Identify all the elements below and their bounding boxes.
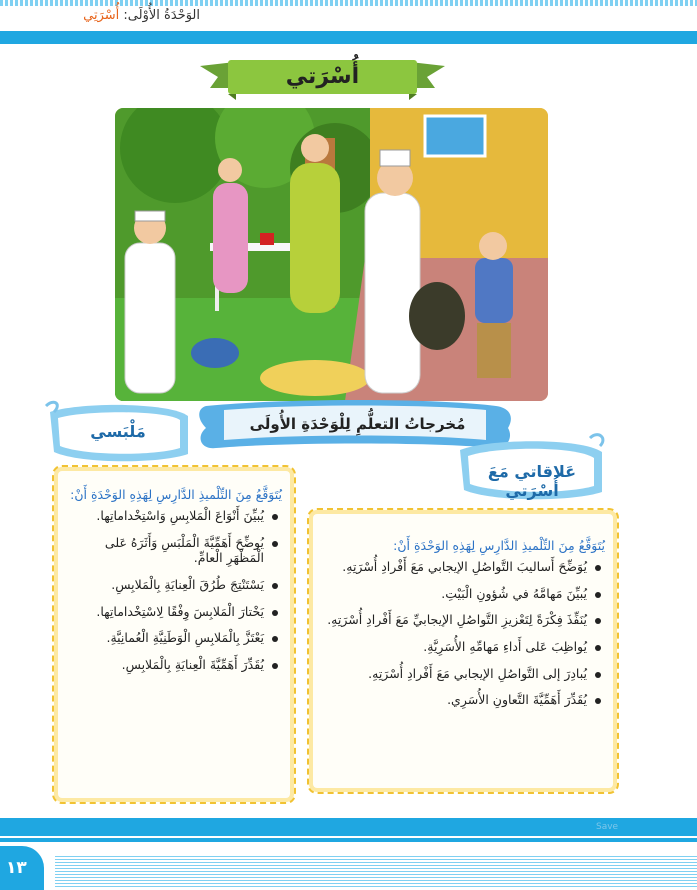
list-item: يُنَفِّذَ فِكْرَةً لِتَعْزيزِ التَّواصُلِ الإيجابيِّ مَعَ أَفْرادِ أُسْرَتِهِ. [319,612,587,628]
right-intro: يُتَوَقَّعُ مِنَ التِّلْميذِ الدَّارِسِ لِهَذِهِ الوَحْدَةِ أَنْ: [393,538,605,553]
lesson-title-banner [200,58,445,100]
list-item: يَخْتارَ الْمَلابِسَ وِفْقًا لِاسْتِخْداماتِها. [64,604,264,620]
list-item: يُوَضِّحَ أَساليبَ التَّواصُلِ الإيجابي مَعَ أَفْرادِ أُسْرَتِهِ. [319,559,587,575]
list-item: يُواظِبَ عَلى أَداءِ مَهامِّهِ الأُسَرِيَّةِ. [319,639,587,655]
right-outcomes-card [307,508,619,794]
right-section-label: عَلاقاتي مَعَ أُسْرَتي [487,462,577,500]
outcomes-title: مُخرجاتُ التعلُّمِ لِلْوَحْدَةِ الأُولَى [249,415,466,433]
list-item: يُبيِّنَ مَهامَّهُ في شُؤونِ الْبَيْتِ. [319,586,587,602]
left-intro: يُتَوَقَّعُ مِنَ التِّلْميذِ الدَّارِسِ لِهَذِهِ الوَحْدَةِ أَنْ: [70,487,282,502]
footer-lines [55,856,697,888]
left-outcomes-card [52,465,296,804]
list-item: يُبيِّنَ أَنْوَاعَ الْمَلابِسِ وَاسْتِخْداماتِها. [64,508,264,524]
list-item: يُوضِّحَ أَهَمِّيَّةَ الْمَلْبَسِ وَأَثَرَهُ عَلى الْمَظْهَرِ الْعامِّ. [64,535,264,566]
list-item: يُقَدِّرَ أَهَمِّيَّةَ الْعِنايَةِ بِالْمَلابِسِ. [64,657,264,673]
unit-heading [83,8,200,23]
left-section-label: مَلْبَسي [90,422,146,441]
family-scene-image [115,108,548,401]
left-outcomes-list [64,508,282,672]
bottom-bar [0,818,697,836]
list-item: يُبادِرَ إلى التَّواصُلِ الإيجابي مَعَ أَفْرادِ أُسْرَتِهِ. [319,666,587,682]
list-item: يَعْتَزَّ بِالْمَلابِسِ الْوَطَنِيَّةِ الْعُمانِيَّةِ. [64,630,264,646]
family-illustration [115,108,548,401]
right-outcomes-list [319,559,605,708]
list-item: يَسْتَنْتِجَ طُرُقَ الْعِنايَةِ بِالْمَلابِسِ. [64,577,264,593]
lesson-title: أُسْرَتي [285,64,360,89]
page-number: ١٣ [6,858,27,878]
list-item: يُقَدِّرَ أَهَمِّيَّةَ التَّعاونِ الأُسَرِي. [319,692,587,708]
unit-name: أُسْرَتِي [83,8,120,23]
save-watermark: Save [596,822,619,832]
unit-prefix: الوَحْدَةُ الأُوْلَى: [123,8,200,23]
top-decorative-stripe [0,0,697,6]
bottom-bar-thin [0,838,697,842]
header-bar [0,31,697,44]
